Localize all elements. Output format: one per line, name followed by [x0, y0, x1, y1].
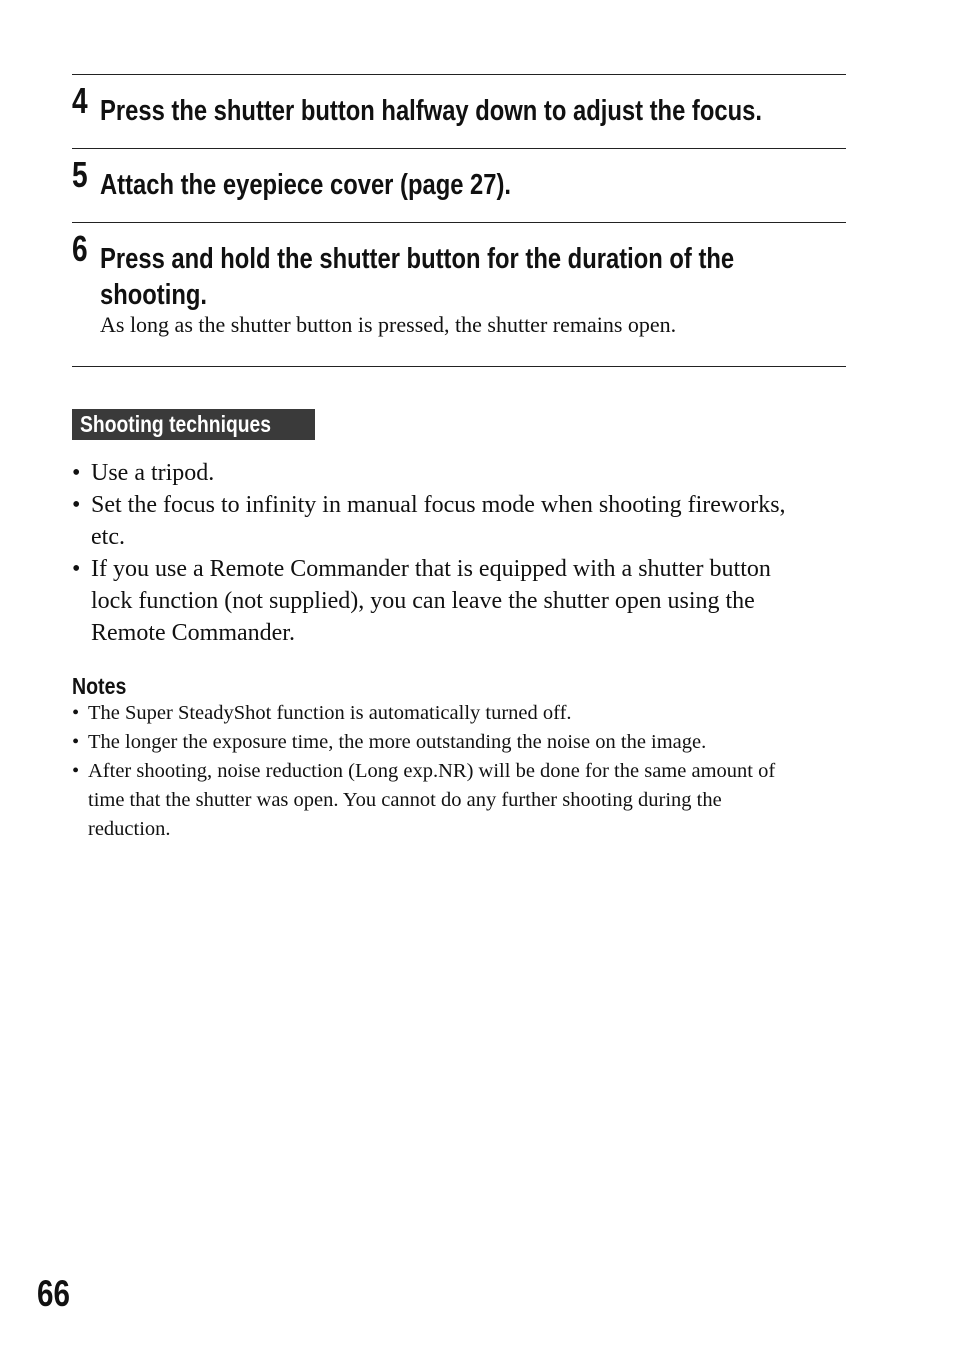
- note-text-line: The Super SteadyShot function is automatically turned off.: [88, 702, 572, 724]
- bullet-icon: •: [72, 702, 80, 724]
- technique-text-line: If you use a Remote Commander that is equipped with a shutter button: [91, 556, 771, 582]
- step-title-line-1: Press and hold the shutter button for the duration of the: [100, 243, 735, 275]
- notes-list: [72, 699, 852, 844]
- step-number: 6: [72, 228, 88, 269]
- note-text-line: reduction.: [88, 818, 171, 840]
- bullet-icon: •: [72, 731, 80, 753]
- step-title-line-2: shooting.: [100, 279, 207, 311]
- step-number: 4: [72, 80, 88, 121]
- technique-text-line: lock function (not supplied), you can leave the shutter open using the: [91, 588, 755, 614]
- step-number: 5: [72, 154, 88, 195]
- step-title: Press the shutter button halfway down to adjust the focus.: [100, 95, 762, 127]
- technique-item: [72, 489, 846, 553]
- bullet-icon: •: [72, 760, 80, 782]
- section-label-shooting-techniques: [72, 409, 315, 440]
- note-text-line: After shooting, noise reduction (Long exp.NR) will be done for the same amount of: [88, 760, 776, 782]
- technique-text-line: Remote Commander.: [91, 620, 295, 646]
- technique-item: [72, 457, 846, 489]
- step-body: As long as the shutter button is pressed, the shutter remains open.: [100, 312, 677, 337]
- divider-step-5: [72, 148, 846, 149]
- bullet-icon: •: [72, 460, 81, 486]
- note-item: [72, 757, 852, 844]
- divider-top: [72, 74, 846, 75]
- technique-item: [72, 553, 846, 649]
- technique-text-line: Use a tripod.: [91, 460, 215, 486]
- page-number: 66: [37, 1273, 70, 1314]
- technique-text-line: Set the focus to infinity in manual focus mode when shooting fireworks,: [91, 492, 786, 518]
- note-text-line: The longer the exposure time, the more outstanding the noise on the image.: [88, 731, 707, 753]
- technique-text-line: etc.: [91, 524, 125, 550]
- note-text-line: time that the shutter was open. You cannot do any further shooting during the: [88, 789, 722, 811]
- divider-section: [72, 366, 846, 367]
- note-item: [72, 728, 852, 757]
- techniques-list: [72, 457, 846, 649]
- section-label-text: Shooting techniques: [80, 411, 272, 437]
- divider-step-6: [72, 222, 846, 223]
- notes-heading: Notes: [72, 673, 127, 699]
- bullet-icon: •: [72, 556, 81, 582]
- bullet-icon: •: [72, 492, 81, 518]
- step-title: Attach the eyepiece cover (page 27).: [100, 169, 512, 201]
- note-item: [72, 699, 852, 728]
